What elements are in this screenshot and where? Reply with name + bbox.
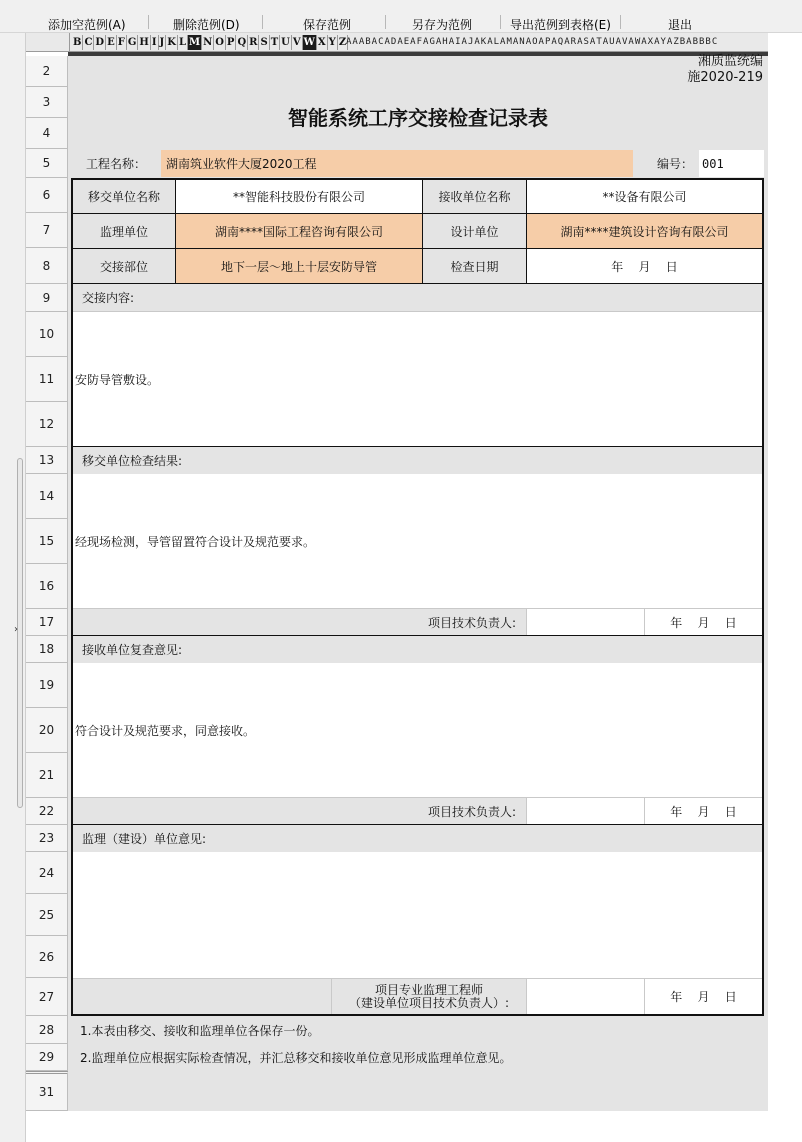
grid-line xyxy=(72,824,763,825)
column-header-cell[interactable]: C xyxy=(84,37,93,48)
row-header[interactable]: 17 xyxy=(26,609,68,636)
supervision-opinion-field[interactable] xyxy=(73,852,762,978)
save-as-example-button[interactable]: 另存为范例 xyxy=(412,18,473,32)
row-header[interactable]: 28 xyxy=(26,1016,68,1044)
row-header[interactable]: 6 xyxy=(26,178,68,213)
row-header[interactable]: 9 xyxy=(26,284,68,312)
column-header-cell[interactable]: P xyxy=(226,37,235,48)
row-header[interactable]: 8 xyxy=(26,248,68,284)
row-header[interactable]: 18 xyxy=(26,636,68,663)
row-header[interactable]: 24 xyxy=(26,852,68,894)
column-header-cell[interactable]: H xyxy=(139,37,149,48)
supervision-unit-field[interactable]: 湖南****国际工程咨询有限公司 xyxy=(176,214,422,248)
column-header-cell[interactable]: T xyxy=(270,37,279,48)
row-header[interactable]: 15 xyxy=(26,519,68,564)
row-header[interactable]: 2 xyxy=(26,56,68,87)
column-header-cell[interactable]: V xyxy=(292,37,301,48)
number-label: 编号： xyxy=(656,157,693,171)
row-header[interactable]: 23 xyxy=(26,825,68,852)
column-header-cell[interactable]: M xyxy=(188,37,201,48)
page-title: 智能系统工序交接检查记录表 xyxy=(288,106,548,130)
tech-lead-label: 项目技术负责人: xyxy=(73,609,526,635)
row-header[interactable]: 16 xyxy=(26,564,68,609)
grid-line xyxy=(644,797,645,824)
row-header[interactable]: 27 xyxy=(26,978,68,1016)
grid-line xyxy=(422,179,423,284)
column-header-cell[interactable]: U xyxy=(281,37,290,48)
row-header[interactable]: 21 xyxy=(26,753,68,798)
expand-arrow-icon[interactable]: › xyxy=(14,624,18,635)
column-letters xyxy=(72,35,348,50)
handover-content-field[interactable]: 安防导管敷设。 xyxy=(73,312,762,446)
inspection-date-field[interactable]: 年 月 日 xyxy=(527,249,762,283)
menu-bar xyxy=(0,0,802,33)
supervision-unit-label: 监理单位 xyxy=(73,214,175,248)
menu-separator xyxy=(500,15,501,29)
grid-line xyxy=(644,608,645,635)
number-field[interactable]: 001 xyxy=(699,150,764,177)
save-example-button[interactable]: 保存范例 xyxy=(303,18,352,32)
row-header[interactable]: 7 xyxy=(26,213,68,248)
receiving-opinion-label: 接收单位复查意见: xyxy=(73,636,762,663)
grid-line xyxy=(526,978,527,1015)
column-header-cell[interactable]: R xyxy=(249,37,258,48)
grid-line xyxy=(175,179,176,284)
left-panel-strip xyxy=(0,33,26,1142)
column-header-cell[interactable]: W xyxy=(303,37,315,48)
grid-line xyxy=(526,797,527,824)
menu-separator xyxy=(620,15,621,29)
tech-lead-signature-2[interactable] xyxy=(527,798,644,824)
project-name-field[interactable]: 湖南筑业软件大厦2020工程 xyxy=(161,150,633,177)
tech-lead-date[interactable]: 年 月 日 xyxy=(645,609,762,635)
column-header-cell[interactable]: J xyxy=(159,37,165,48)
column-letters-extra: AAABACADAEAFAGAHAIAJAKALAMANAOAPAQARASATAUAVAWAXAYAZBABBBC xyxy=(346,37,719,47)
row-header[interactable]: 20 xyxy=(26,708,68,753)
row-header[interactable]: 4 xyxy=(26,118,68,149)
grid-line xyxy=(72,311,763,312)
receiving-unit-label: 接收单位名称 xyxy=(423,180,526,213)
form-code-line2: 施2020-219 xyxy=(687,70,763,85)
delete-example-button[interactable]: 删除范例(D) xyxy=(173,18,240,32)
row-header[interactable]: 14 xyxy=(26,474,68,519)
grid-line xyxy=(526,608,527,635)
column-header-cell[interactable]: Y xyxy=(328,37,336,48)
handover-content-label: 交接内容: xyxy=(73,284,762,311)
grid-line xyxy=(331,978,332,1015)
exit-button[interactable]: 退出 xyxy=(668,18,693,32)
row-header[interactable]: 19 xyxy=(26,663,68,708)
column-header-cell[interactable]: N xyxy=(203,37,213,48)
column-header-cell[interactable]: L xyxy=(178,37,186,48)
row-header[interactable]: 12 xyxy=(26,402,68,447)
export-example-button[interactable]: 导出范例到表格(E) xyxy=(510,18,611,32)
engineer-signature[interactable] xyxy=(527,979,644,1014)
column-header-cell[interactable]: S xyxy=(260,37,268,48)
note-1: 1.本表由移交、接收和监理单位各保存一份。 xyxy=(80,1023,320,1038)
column-header-cell[interactable]: B xyxy=(73,37,82,48)
row-header[interactable]: 22 xyxy=(26,798,68,825)
row-header[interactable]: 10 xyxy=(26,312,68,357)
grid-line xyxy=(72,446,763,447)
grid-line xyxy=(644,978,645,1015)
column-header-cell[interactable]: D xyxy=(95,37,105,48)
column-header xyxy=(26,33,768,52)
handover-result-field[interactable]: 经现场检测，导管留置符合设计及规范要求。 xyxy=(73,474,762,608)
menu-separator xyxy=(385,15,386,29)
receiving-unit-field[interactable]: **设备有限公司 xyxy=(527,180,762,213)
column-header-cell[interactable]: G xyxy=(127,37,137,48)
project-name-label: 工程名称： xyxy=(86,157,147,171)
grid-line xyxy=(72,608,763,609)
tech-lead-signature[interactable] xyxy=(527,609,644,635)
row-header[interactable]: 13 xyxy=(26,447,68,474)
column-header-cell[interactable]: Q xyxy=(237,37,247,48)
supervision-opinion-label: 监理（建设）单位意见: xyxy=(73,825,762,852)
engineer-label-line1: 项目专业监理工程师 xyxy=(374,982,483,997)
row-header[interactable]: 29 xyxy=(26,1044,68,1071)
row-header[interactable]: 31 xyxy=(26,1071,68,1111)
note-2: 2.监理单位应根据实际检查情况，并汇总移交和接收单位意见形成监理单位意见。 xyxy=(80,1050,512,1065)
row-header[interactable]: 5 xyxy=(26,149,68,178)
engineer-label xyxy=(332,979,526,1014)
menu-separator xyxy=(148,15,149,29)
tech-lead-date-2[interactable]: 年 月 日 xyxy=(645,798,762,824)
column-header-cell[interactable]: I xyxy=(151,37,157,48)
column-header-cell[interactable]: E xyxy=(107,37,115,48)
handover-part-field[interactable]: 地下一层～地上十层安防导管 xyxy=(176,249,422,283)
handover-unit-label: 移交单位名称 xyxy=(73,180,175,213)
sheet-right-margin xyxy=(768,33,802,1142)
grid-line xyxy=(72,797,763,798)
grid-line xyxy=(526,179,527,284)
engineer-date[interactable]: 年 月 日 xyxy=(645,979,762,1014)
column-header-cell[interactable]: F xyxy=(117,37,125,48)
form-code-line1: 湘质监统编 xyxy=(697,54,763,69)
row-header[interactable]: 25 xyxy=(26,894,68,936)
grid-line xyxy=(72,635,763,636)
handover-result-label: 移交单位检查结果: xyxy=(73,447,762,474)
column-header-cell[interactable]: O xyxy=(215,37,224,48)
row-header[interactable]: 3 xyxy=(26,87,68,118)
column-header-cell[interactable]: Z xyxy=(338,37,347,48)
tech-lead-label-2: 项目技术负责人: xyxy=(73,798,526,824)
inspection-date-label: 检查日期 xyxy=(423,249,526,283)
design-unit-label: 设计单位 xyxy=(423,214,526,248)
select-all-corner[interactable] xyxy=(26,33,70,51)
add-example-button[interactable]: 添加空范例(A) xyxy=(48,18,126,32)
engineer-label-line2: （建设单位项目技术负责人）: xyxy=(348,995,510,1010)
handover-part-label: 交接部位 xyxy=(73,249,175,283)
handover-unit-field[interactable]: **智能科技股份有限公司 xyxy=(176,180,422,213)
column-header-cell[interactable]: X xyxy=(317,37,326,48)
row-header[interactable]: 11 xyxy=(26,357,68,402)
grid-line xyxy=(72,978,763,979)
engineer-spacer xyxy=(73,979,331,1014)
receiving-opinion-field[interactable]: 符合设计及规范要求，同意接收。 xyxy=(73,663,762,797)
menu-separator xyxy=(262,15,263,29)
column-header-cell[interactable]: K xyxy=(167,37,176,48)
design-unit-field[interactable]: 湖南****建筑设计咨询有限公司 xyxy=(527,214,762,248)
row-header[interactable]: 26 xyxy=(26,936,68,978)
